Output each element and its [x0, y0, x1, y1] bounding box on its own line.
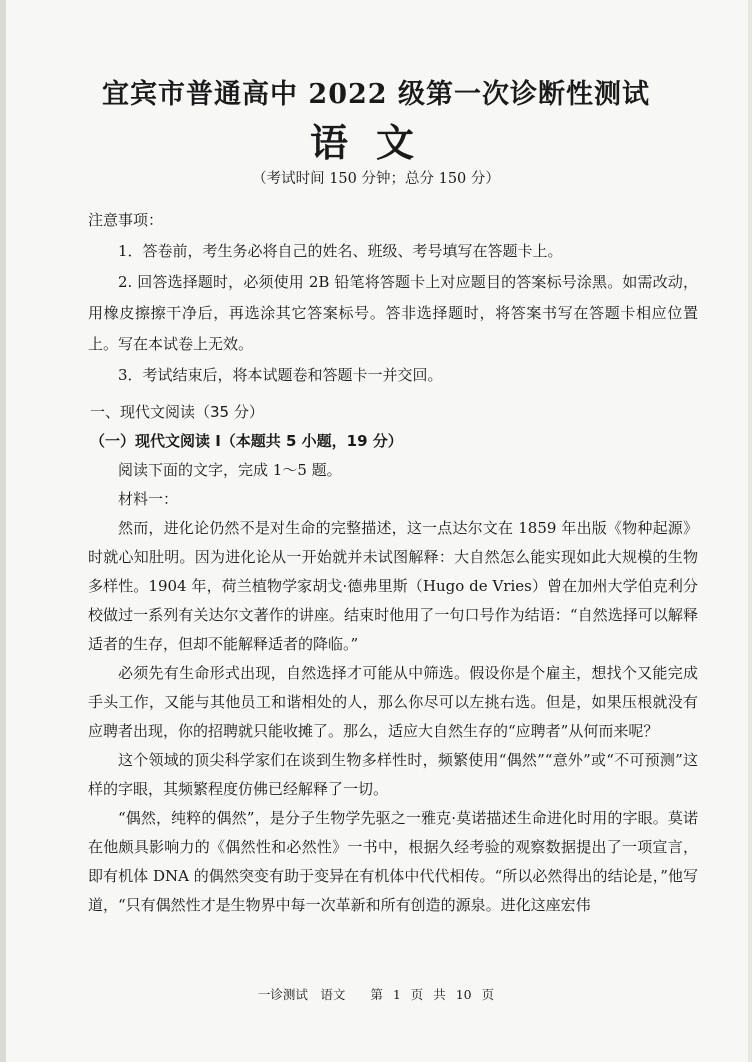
- material-label: 材料一：: [118, 490, 179, 508]
- note-item: 1．答卷前，考生务必将自己的姓名、班级、考号填写在答题卡上。: [118, 242, 563, 260]
- section-header: [90, 398, 700, 456]
- page-footer: 一诊测试 语文 第 1 页 共 10 页: [257, 987, 495, 1002]
- section-sub-heading: （一）现代文阅读 I（本题共 5 小题，19 分）: [90, 432, 403, 450]
- exam-info: （考试时间 150 分钟；总分 150 分）: [252, 171, 500, 187]
- notes-section: [88, 205, 698, 391]
- notes-heading: 注意事项：: [88, 211, 164, 229]
- reading-instruction: 阅读下面的文字，完成 1～5 题。: [118, 461, 342, 479]
- note-item: 2. 回答选择题时，必须使用 2B 铅笔将答题卡上对应题目的答案标号涂黑。如需改动，用橡皮擦擦干净后，再选涂其它答案标号。答非选择题时，将答案书写在答题卡相应位置上。写在本试卷上无效。: [88, 273, 698, 353]
- reading-passage: [88, 456, 698, 920]
- passage-paragraph: 这个领域的顶尖科学家们在谈到生物多样性时，频繁使用“偶然”“意外”或“不可预测”这样的字眼，其频繁程度仿佛已经解释了一切。: [88, 751, 698, 798]
- passage-paragraph: 必须先有生命形式出现，自然选择才可能从中筛选。假设你是个雇主，想找个又能完成手头工作，又能与其他员工和谐相处的人，那么你尽可以左挑右选。但是，如果压根就没有应聘者出现，你的招聘就只能收摊了。那么，适应大自然生存的“应聘者”从何而来呢？: [88, 664, 698, 740]
- section-heading: 一、现代文阅读（35 分）: [90, 403, 264, 421]
- passage-paragraph: “偶然，纯粹的偶然”，是分子生物学先驱之一雅克·莫诺描述生命进化时用的字眼。莫诺在他颇具影响力的《偶然性和必然性》一书中，根据久经考验的观察数据提出了一项宣言，即有机体 DNA 的偶然突变有助于变异在有机体中代代相传。“所以必然得出的结论是，”他写道，“只有偶然性才是生物界中每一次革新和所有创造的源泉。进化这座宏伟: [88, 809, 698, 914]
- passage-paragraph: 然而，进化论仍然不是对生命的完整描述，这一点达尔文在 1859 年出版《物种起源》时就心知肚明。因为进化论从一开始就并未试图解释：大自然怎么能实现如此大规模的生物多样性。1904 年，荷兰植物学家胡戈·德弗里斯（Hugo de Vries）曾在加州大学伯克利分校做过一系列有关达尔文著作的讲座。结束时他用了一句口号作为结语：“自然选择可以解释适者的生存，但却不能解释适者的降临。”: [88, 519, 698, 653]
- exam-title: 宜宾市普通高中 2022 级第一次诊断性测试: [102, 79, 650, 110]
- note-item: 3．考试结束后，将本试题卷和答题卡一并交回。: [118, 366, 443, 384]
- subject-title: 语文: [309, 120, 442, 165]
